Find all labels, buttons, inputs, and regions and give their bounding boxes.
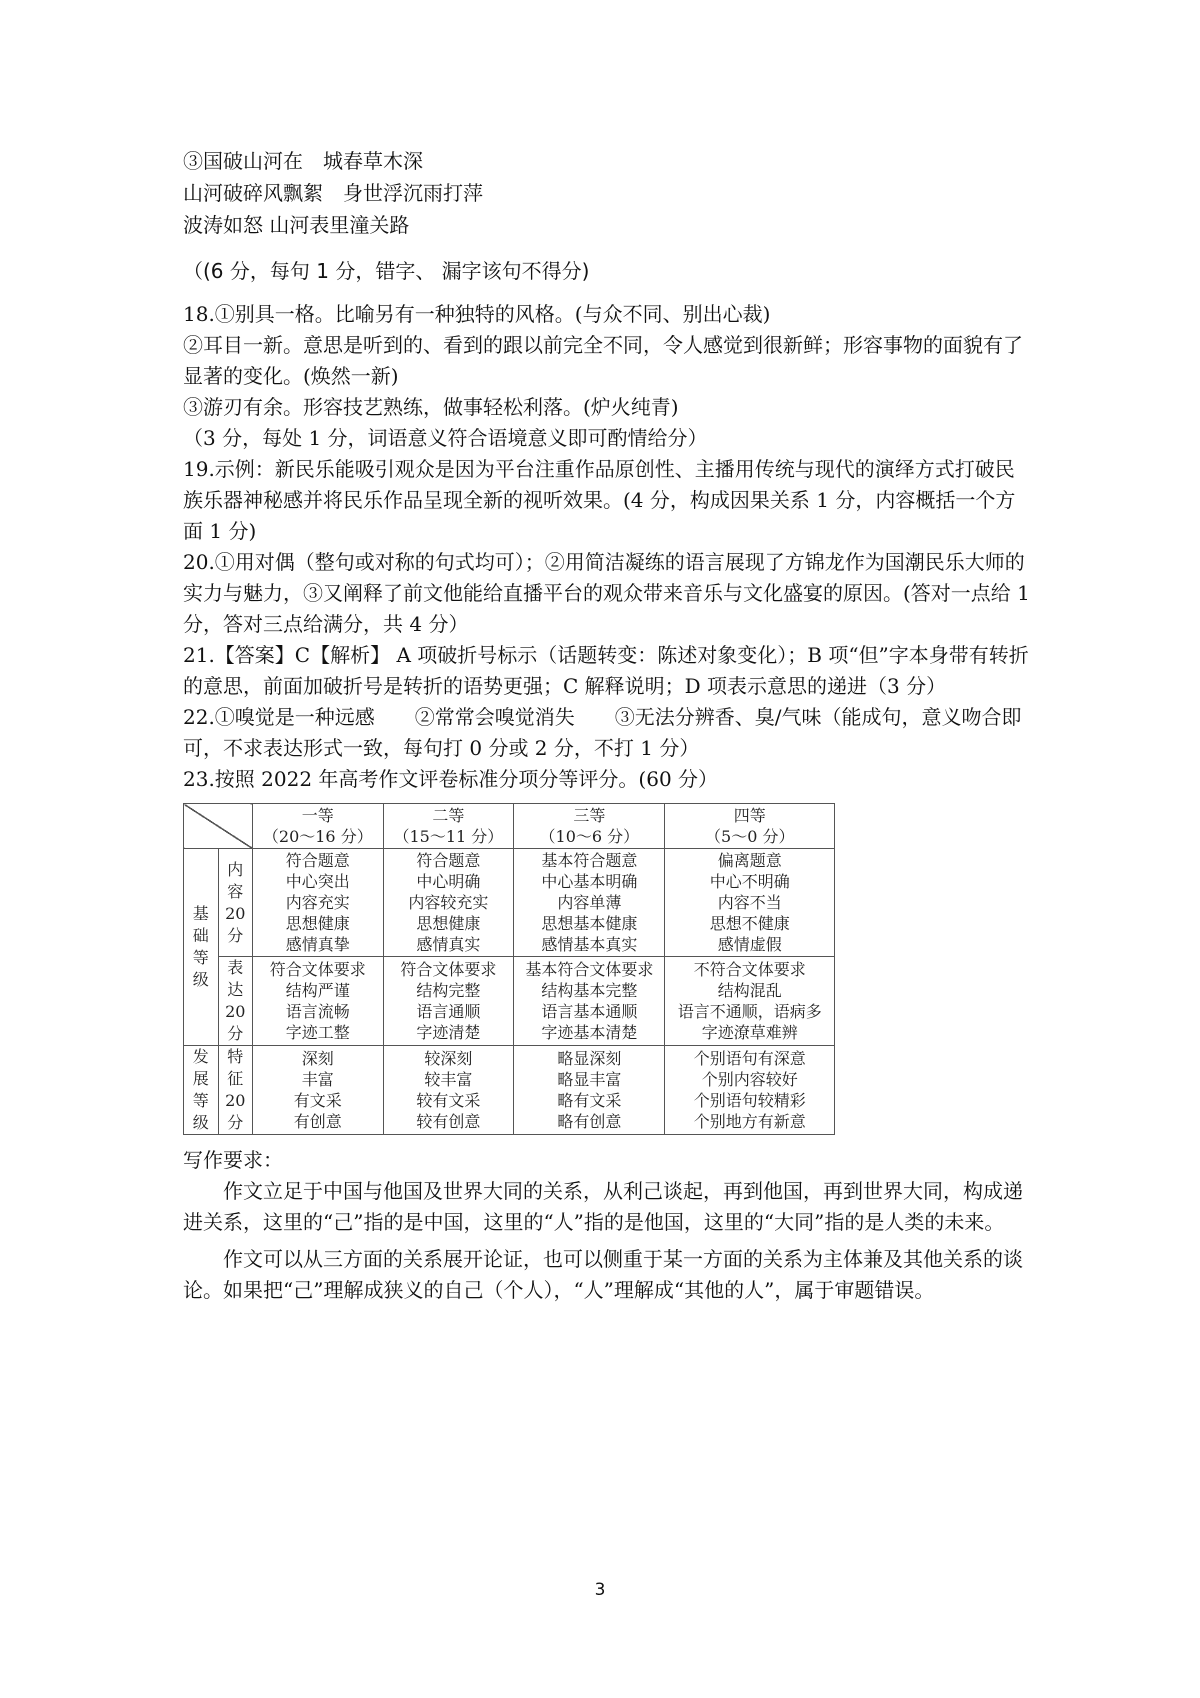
poem-answers: [183, 145, 1033, 287]
answer-18-3: ③游刃有余。形容技艺熟练，做事轻松利落。(炉火纯青): [183, 395, 679, 419]
vertical-label-char: 达: [227, 980, 244, 999]
vertical-label-char: 分: [227, 925, 244, 945]
poem-line-2: 山河破碎风飘絮 身世浮沉雨打萍: [183, 181, 483, 205]
answer-23: 23.按照 2022 年高考作文评卷标准分项分等评分。(60 分）: [183, 767, 719, 791]
vertical-label-char: 发: [192, 1047, 209, 1066]
rubric-cell: 个别语句有深意 个别内容较好 个别语句较精彩 个别地方有新意: [665, 1046, 835, 1135]
answer-18-1: 18.①别具一格。比喻另有一种独特的风格。(与众不同、别出心裁): [183, 302, 771, 326]
rubric-cell: 偏离题意 中心不明确 内容不当 思想不健康 感情虚假: [665, 849, 835, 957]
vertical-label-char: 等: [192, 1091, 209, 1110]
poem-line-1: ③国破山河在 城春草木深: [183, 149, 423, 173]
poem-line-3: 波涛如怒 山河表里潼关路: [183, 213, 410, 237]
vertical-label-char: 分: [227, 1113, 244, 1132]
vertical-label-char: 征: [227, 1069, 244, 1088]
rubric-level-3: 三等 （10～6 分）: [514, 804, 665, 849]
rubric-group-development: [184, 1046, 219, 1135]
vertical-label-char: 容: [227, 881, 244, 901]
vertical-label-char: 表: [227, 958, 244, 977]
vertical-label-char: 20: [225, 903, 246, 923]
rubric-cell: 符合文体要求 结构完整 语言通顺 字迹清楚: [383, 957, 514, 1046]
rubric-level-1: 一等 （20～16 分）: [253, 804, 384, 849]
vertical-label-char: 级: [192, 1113, 209, 1132]
answer-20: 20.①用对偶（整句或对称的句式均可）；②用简洁凝练的语言展现了方锦龙作为国潮民乐大师的实力与魅力，③又阐释了前文他能给直播平台的观众带来音乐与文化盛宴的原因。(答对一点给 1 分，答对三点给满分，共 4 分）: [183, 550, 1030, 636]
rubric-cell: 基本符合文体要求 结构基本完整 语言基本通顺 字迹基本清楚: [514, 957, 665, 1046]
rubric-header-row: [184, 804, 835, 849]
rubric-cell: 基本符合题意 中心基本明确 内容单薄 思想基本健康 感情基本真实: [514, 849, 665, 957]
writing-paragraph-1: 作文立足于中国与他国及世界大同的关系，从利己谈起，再到他国，再到世界大同，构成递进关系，这里的“己”指的是中国，这里的“人”指的是他国，这里的“大同”指的是人类的未来。: [183, 1179, 1023, 1234]
rubric-cell: 略显深刻 略显丰富 略有文采 略有创意: [514, 1046, 665, 1135]
vertical-label-char: 础: [192, 926, 209, 945]
answer-22: 22.①嗅觉是一种远感 ②常常会嗅觉消失 ③无法分辨香、臭/气味（能成句，意义吻合即可，不求表达形式一致，每句打 0 分或 2 分，不打 1 分）: [183, 705, 1022, 760]
page-content: [183, 145, 1033, 1306]
rubric-cell: 符合题意 中心突出 内容充实 思想健康 感情真挚: [253, 849, 384, 957]
writing-paragraph-2: 作文可以从三方面的关系展开论证，也可以侧重于某一方面的关系为主体兼及其他关系的谈论。如果把“己”理解成狭义的自己（个人），“人”理解成“其他的人”，属于审题错误。: [183, 1247, 1023, 1302]
rubric-row-expression: [184, 957, 835, 1046]
rubric-cell: 符合文体要求 结构严谨 语言流畅 字迹工整: [253, 957, 384, 1046]
vertical-label-char: 20: [225, 1091, 246, 1110]
rubric-cell: 深刻 丰富 有文采 有创意: [253, 1046, 384, 1135]
writing-heading: 写作要求：: [183, 1148, 283, 1172]
rubric-row-content: [184, 849, 835, 957]
answer-18-2: ②耳目一新。意思是听到的、看到的跟以前完全不同，令人感觉到很新鲜；形容事物的面貌有了显著的变化。(焕然一新): [183, 333, 1023, 388]
vertical-label-char: 基: [192, 904, 209, 923]
rubric-row-label-features: [218, 1046, 253, 1135]
answer-18-note: （3 分，每处 1 分，词语意义符合语境意义即可酌情给分）: [183, 426, 708, 450]
vertical-label-char: 展: [192, 1069, 209, 1088]
page-number: 3: [594, 1580, 606, 1600]
vertical-label-char: 20: [225, 1002, 246, 1021]
vertical-label-char: 特: [227, 1047, 244, 1066]
rubric-level-2: 二等 （15～11 分）: [383, 804, 514, 849]
rubric-row-label-expression: [218, 957, 253, 1046]
poem-scoring-note: （(6 分，每句 1 分，错字、 漏字该句不得分): [183, 259, 590, 283]
rubric-row-features: [184, 1046, 835, 1135]
rubric-cell: 较深刻 较丰富 较有文采 较有创意: [383, 1046, 514, 1135]
rubric-row-label-content: [218, 849, 253, 957]
rubric-corner-cell: [184, 804, 253, 849]
vertical-label-char: 级: [192, 970, 209, 989]
answer-21: 21.【答案】C【解析】 A 项破折号标示（话题转变：陈述对象变化）；B 项“但”字本身带有转折的意思，前面加破折号是转折的语势更强；C 解释说明；D 项表示意思的递进（3 分）: [183, 643, 1029, 698]
rubric-cell: 不符合文体要求 结构混乱 语言不通顺，语病多 字迹潦草难辨: [665, 957, 835, 1046]
answer-19: 19.示例：新民乐能吸引观众是因为平台注重作品原创性、主播用传统与现代的演绎方式打破民族乐器神秘感并将民乐作品呈现全新的视听效果。(4 分，构成因果关系 1 分，内容概括一个方面 1 分): [183, 457, 1016, 543]
rubric-cell: 符合题意 中心明确 内容较充实 思想健康 感情真实: [383, 849, 514, 957]
writing-requirements: [183, 1145, 1033, 1306]
vertical-label-char: 内: [227, 859, 244, 879]
vertical-label-char: 等: [192, 948, 209, 967]
essay-rubric-table: [183, 803, 835, 1135]
vertical-label-char: 分: [227, 1024, 244, 1043]
rubric-level-4: 四等 （5～0 分）: [665, 804, 835, 849]
answer-list: [183, 299, 1033, 795]
rubric-group-basic: [184, 849, 219, 1046]
